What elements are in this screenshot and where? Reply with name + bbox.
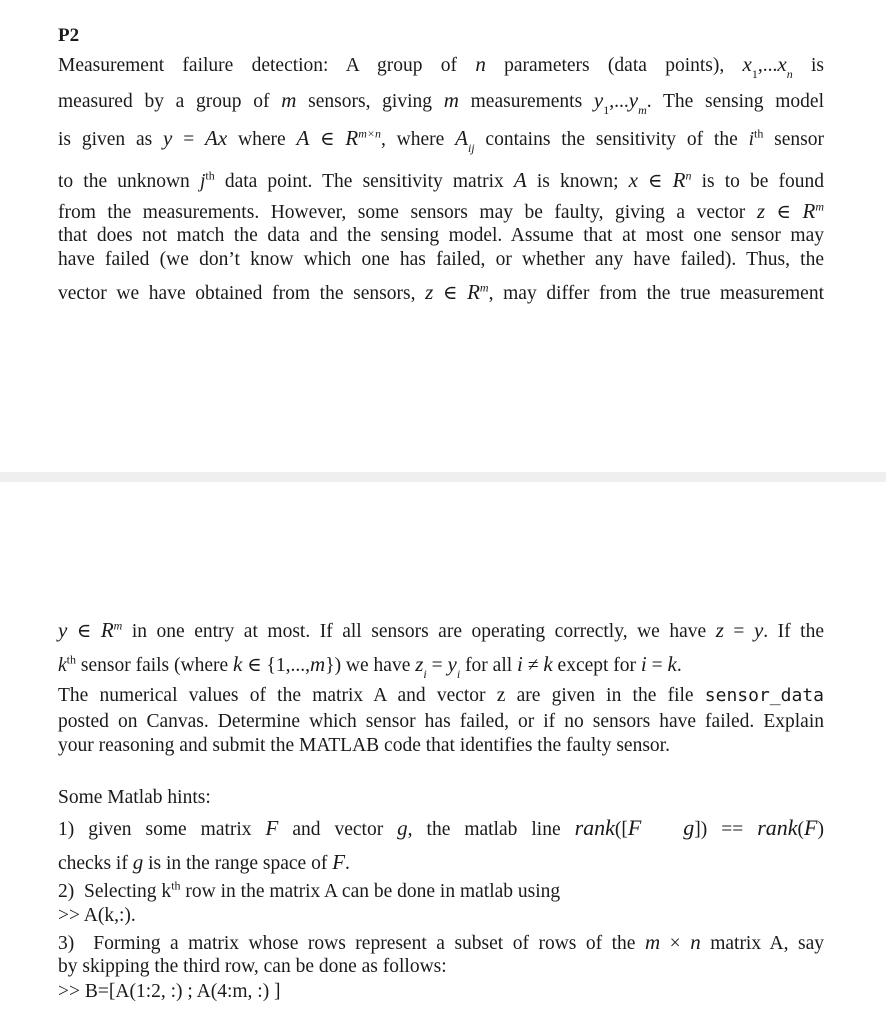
hint-1-line-1: 1) given some matrix F and vector g, the matlab line rank([F g]) == rank(F)	[58, 815, 824, 840]
p2-line-3-text: The numerical values of the matrix A and vector z are given in the file	[58, 685, 694, 706]
p2-line-2: $k^{th}$ sensor fails (where k ∈ {1,...,m}) we have $z_i = y_i$ for all i ≠ k except for i = k.	[58, 652, 682, 681]
hint-3-line-2: by skipping the third row, can be done as follows:	[58, 956, 447, 977]
p1-line-5: from the measurements. However, some sensors may be faulty, giving a vector z ∈ $R^m$	[58, 199, 824, 223]
page-divider	[0, 472, 886, 482]
p2-line-4: posted on Canvas. Determine which sensor has failed, or if no sensors have failed. Explain	[58, 711, 824, 732]
p2-line-5: your reasoning and submit the MATLAB code that identifies the faulty sensor.	[58, 735, 670, 756]
p1-line-1: Measurement failure detection: A group of n parameters (data points), $x_1,...x_n$ is	[58, 52, 824, 81]
page-bottom	[0, 482, 886, 1024]
hint-2-line-2: >> A(k,:).	[58, 905, 136, 926]
p1-line-2: measured by a group of m sensors, giving m measurements $y_1,...y_m$. The sensing model	[58, 88, 824, 117]
hints-title: Some Matlab hints:	[58, 787, 211, 808]
p1-line-6: that does not match the data and the sensing model. Assume that at most one sensor may	[58, 225, 824, 246]
hint-3-line-3: >> B=[A(1:2, :) ; A(4:m, :) ]	[58, 981, 281, 1002]
hint-2-line-1: 2) Selecting $k^{th}$ row in the matrix A can be done in matlab using	[58, 878, 561, 902]
hint-3-line-1: 3) Forming a matrix whose rows represent a subset of rows of the m × n matrix A, say	[58, 930, 825, 954]
p1-line-4: to the unknown $j^{th}$ data point. The sensitivity matrix A is known; x ∈ $R^n$ is to be found	[58, 168, 825, 192]
p1-line-3: is given as y = Ax where A ∈ $R^{m\times n}$, where $A_{ij}$ contains the sensitivity of the $i^{th}$ sensor	[58, 126, 825, 155]
p1-line-8: vector we have obtained from the sensors, z ∈ $R^m$, may differ from the true measurement	[58, 280, 825, 304]
hint-1-line-2: checks if g is in the range space of F.	[58, 850, 350, 874]
problem-heading: P2	[58, 25, 80, 46]
p2-line-3	[58, 684, 824, 708]
p1-line-7: have failed (we don’t know which one has failed, or whether any have failed). Thus, the	[58, 249, 824, 270]
p2-line-1: y ∈ $R^m$ in one entry at most. If all sensors are operating correctly, we have z = y. If the	[58, 618, 824, 642]
page-top	[0, 0, 886, 472]
sensor-data-filename: sensor_data	[704, 685, 824, 706]
